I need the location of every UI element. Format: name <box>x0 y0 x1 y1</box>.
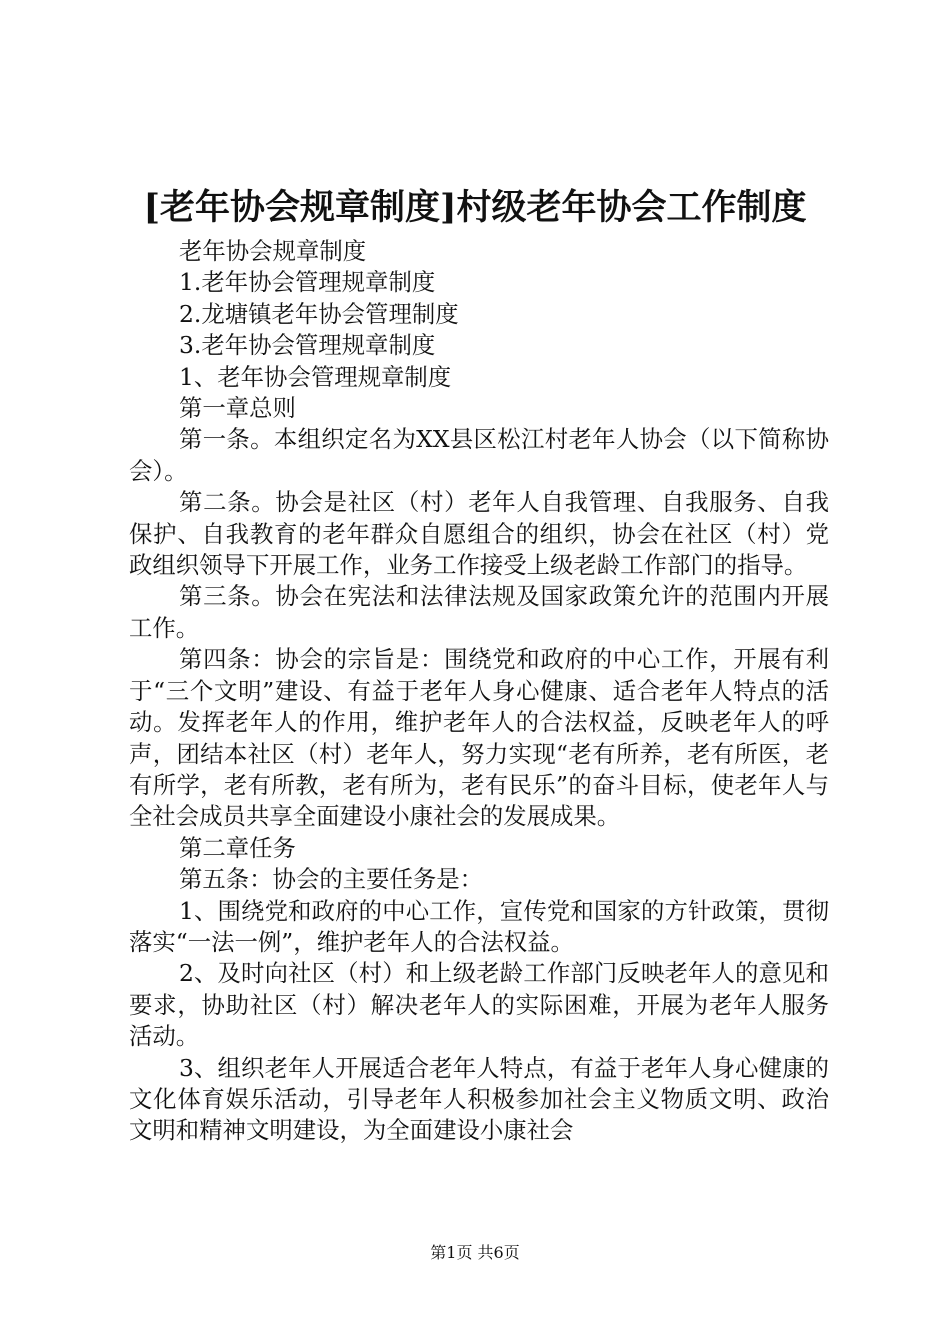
paragraph: 1、围绕党和政府的中心工作，宣传党和国家的方针政策，贯彻落实“一法一例”，维护老年人的合法权益。 <box>129 896 829 956</box>
document-title: [老年协会规章制度]村级老年协会工作制度 <box>143 187 807 228</box>
paragraph: 第三条。协会在宪法和法律法规及国家政策允许的范围内开展工作。 <box>129 582 829 642</box>
paragraph: 1.老年协会管理规章制度 <box>179 268 436 297</box>
paragraph: 第一条。本组织定名为XX县区松江村老年人协会（以下简称协会）。 <box>129 425 829 485</box>
paragraph: 老年协会规章制度 <box>179 237 367 265</box>
paragraph: 第二条。协会是社区（村）老年人自我管理、自我服务、自我保护、自我教育的老年群众自愿组合的组织，协会在社区（村）党政组织领导下开展工作，业务工作接受上级老龄工作部门的指导。 <box>129 488 829 580</box>
document-body <box>129 236 829 1147</box>
paragraph: 1、老年协会管理规章制度 <box>179 362 452 391</box>
paragraph: 3、组织老年人开展适合老年人特点，有益于老年人身心健康的文化体育娱乐活动，引导老年人积极参加社会主义物质文明、政治文明和精神文明建设，为全面建设小康社会 <box>129 1053 829 1145</box>
paragraph: 2.龙塘镇老年协会管理制度 <box>179 299 459 328</box>
paragraph: 第二章任务 <box>179 833 296 862</box>
page-number: 第1页 共6页 <box>430 1243 520 1262</box>
paragraph: 3.老年协会管理规章制度 <box>179 331 436 360</box>
paragraph: 第四条：协会的宗旨是：围绕党和政府的中心工作，开展有利于“三个文明”建设、有益于老年人身心健康、适合老年人特点的活动。发挥老年人的作用，维护老年人的合法权益，反映老年人的呼声，团结本社区（村）老年人，努力实现“老有所养，老有所医，老有所学，老有所教，老有所为，老有民乐”的奋斗目标，使老年人与全社会成员共享全面建设小康社会的发展成果。 <box>129 645 829 831</box>
paragraph: 第一章总则 <box>179 394 296 423</box>
paragraph: 第五条：协会的主要任务是： <box>179 865 484 894</box>
paragraph: 2、及时向社区（村）和上级老龄工作部门反映老年人的意见和要求，协助社区（村）解决老年人的实际困难，开展为老年人服务活动。 <box>129 959 829 1051</box>
